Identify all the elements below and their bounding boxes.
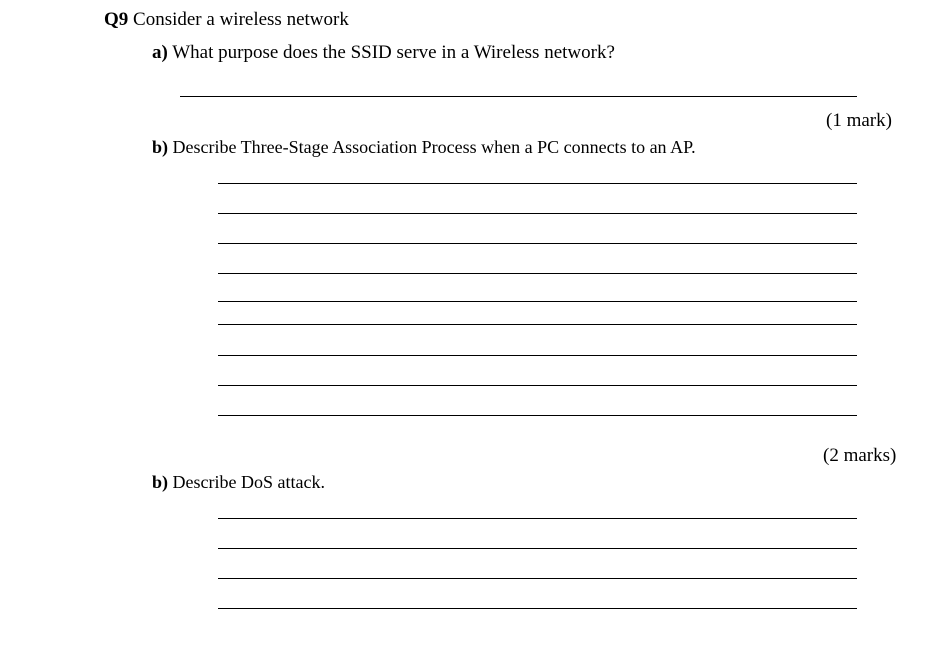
question-number: Q9	[104, 9, 129, 30]
answer-line[interactable]	[180, 96, 857, 97]
answer-line[interactable]	[218, 608, 857, 609]
part-b2-text: Describe DoS attack.	[172, 472, 325, 492]
answer-line[interactable]	[218, 548, 857, 549]
answer-line[interactable]	[218, 415, 857, 416]
answer-line[interactable]	[218, 355, 857, 356]
part-a-label: a)	[152, 42, 168, 63]
answer-line[interactable]	[218, 213, 857, 214]
answer-line[interactable]	[218, 243, 857, 244]
part-a-prompt	[152, 42, 615, 64]
part-b2-prompt	[152, 472, 325, 493]
question-heading	[104, 9, 349, 31]
part-b1-label: b)	[152, 137, 169, 157]
part-a-marks: (1 mark)	[826, 110, 892, 131]
part-a-text: What purpose does the SSID serve in a Wireless network?	[172, 42, 615, 63]
part-b1-prompt	[152, 137, 696, 158]
answer-line[interactable]	[218, 183, 857, 184]
answer-line[interactable]	[218, 273, 857, 274]
answer-line[interactable]	[218, 301, 857, 302]
answer-line[interactable]	[218, 518, 857, 519]
part-b2-label: b)	[152, 472, 169, 492]
answer-line[interactable]	[218, 324, 857, 325]
answer-line[interactable]	[218, 385, 857, 386]
answer-line[interactable]	[218, 578, 857, 579]
part-b1-text: Describe Three-Stage Association Process when a PC connects to an AP.	[172, 137, 696, 157]
part-b1-marks: (2 marks)	[823, 445, 897, 466]
question-title: Consider a wireless network	[133, 9, 349, 30]
